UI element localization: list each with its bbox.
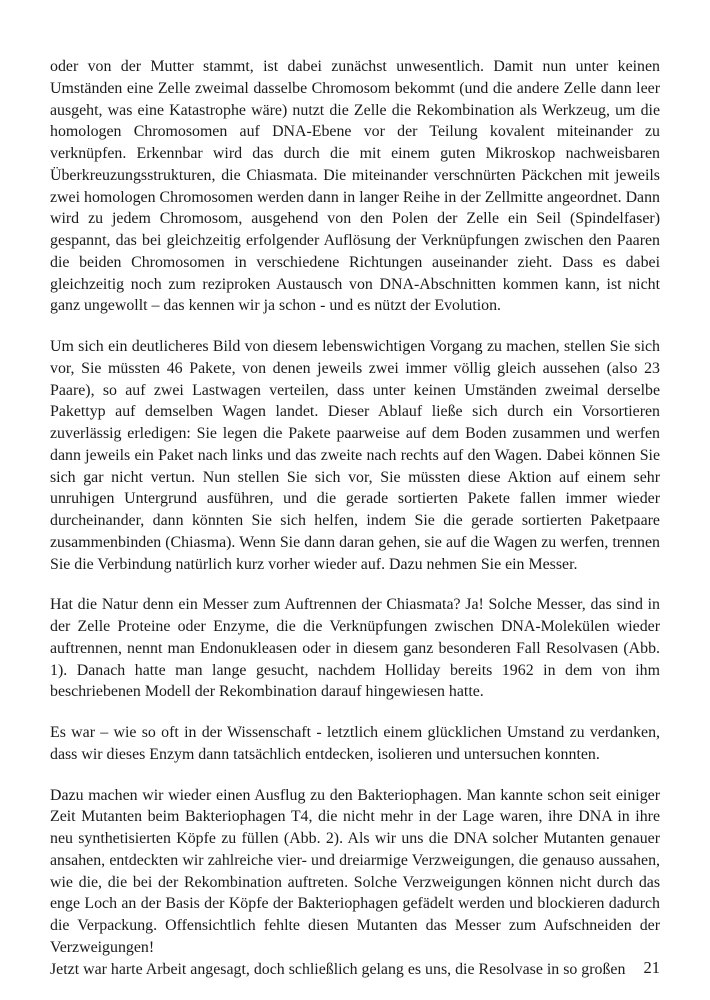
paragraph-resolvase-knife: Hat die Natur denn ein Messer zum Auftrennen der Chiasmata? Ja! Solche Messer, das sind in der Zelle Proteine oder Enzyme, die die Verknüpfungen zwischen DNA-Molekülen wieder auftrennen, nennt man Endonukleasen oder in diesem ganz besonderen Fall Resolvasen (Abb. 1). Danach hatte man lange gesucht, nachdem Holliday bereits 1962 in dem von ihm beschriebenen Modell der Rekombination darauf hingewiesen hatte. [50,596,660,701]
paragraph-lucky-circumstance: Es war – wie so oft in der Wissenschaft - letztlich einem glücklichen Umstand zu verdanken, dass wir dieses Enzym dann tatsächlich entdecken, isolieren und untersuchen konnten. [50,724,660,763]
paragraph-hard-work: Jetzt war harte Arbeit angesagt, doch schließlich gelang es uns, die Resolvase in so großen [50,960,626,978]
page-number: 21 [643,958,660,977]
paragraph-bacteriophage-mutants: Dazu machen wir wieder einen Ausflug zu den Bakteriophagen. Man kannte schon seit einiger Zeit Mutanten beim Bakteriophagen T4, die nicht mehr in der Lage waren, ihre DNA in ihre neu synthetisierten Köpfe zu füllen (Abb. 2). Als wir uns die DNA solcher Mutanten genauer ansahen, entdeckten wir zahlreiche vier- und dreiarmige Verzweigungen, die genauso aussahen, wie die, die bei der Rekombination auftreten. Solche Verzweigungen können nicht durch das enge Loch an der Basis der Köpfe der Bakteriophagen gefädelt werden und blockieren dadurch die Verpackung. Offensichtlich fehlte diesen Mutanten das Messer zum Aufschneiden der Verzweigungen! [50,786,660,956]
paragraph-package-analogy: Um sich ein deutlicheres Bild von diesem lebenswichtigen Vorgang zu machen, stellen Sie sich vor, Sie müssten 46 Pakete, von denen jeweils zwei immer völlig gleich aussehen (also 23 Paare), so auf zwei Lastwagen verteilen, dass unter keinen Umständen zweimal derselbe Pakettyp auf demselben Wagen landet. Dieser Ablauf ließe sich durch ein Vorsortieren zuverlässig erledigen: Sie legen die Pakete paarweise auf dem Boden zusammen und werfen dann jeweils ein Paket nach links und das zweite nach rechts auf den Wagen. Dabei können Sie sich gar nicht vertun. Nun stellen Sie sich vor, Sie müssten diese Aktion auf einem sehr unruhigen Untergrund ausführen, und die gerade sortierten Pakete fallen immer wieder durcheinander, dann könnten Sie sich helfen, indem Sie die gerade sortierten Paketpaare zusammenbinden (Chiasma). Wenn Sie dann daran gehen, sie auf die Wagen zu werfen, trennen Sie die Verbindung natürlich kurz vorher wieder auf. Dazu nehmen Sie ein Messer. [50,338,660,573]
body-text [50,56,660,999]
paragraph-chromosome-recombination: oder von der Mutter stammt, ist dabei zunächst unwesentlich. Damit nun unter keinen Umständen eine Zelle zweimal dasselbe Chromosom bekommt (und die andere Zelle dann leer ausgeht, was eine Katastrophe wäre) nutzt die Zelle die Rekombination als Werkzeug, um die homologen Chromosomen auf DNA-Ebene vor der Teilung kovalent miteinander zu verknüpfen. Erkennbar wird das durch die mit einem guten Mikroskop nachweisbaren Überkreuzungsstrukturen, die Chiasmata. Die miteinander verschnürten Päckchen mit jeweils zwei homologen Chromosomen werden dann in langer Reihe in der Zellmitte angeordnet. Dann wird zu jedem Chromosom, ausgehend von den Polen der Zelle ein Seil (Spindelfaser) gespannt, das bei gleichzeitig erfolgender Auflösung der Verknüpfungen zwischen den Paaren die beiden Chromosomen in verschiedene Richtungen auseinander zieht. Dass es dabei gleichzeitig noch zum reziproken Austausch von DNA-Abschnitten kommen kann, ist nicht ganz ungewollt – das kennen wir ja schon - und es nützt der Evolution. [50,58,660,315]
